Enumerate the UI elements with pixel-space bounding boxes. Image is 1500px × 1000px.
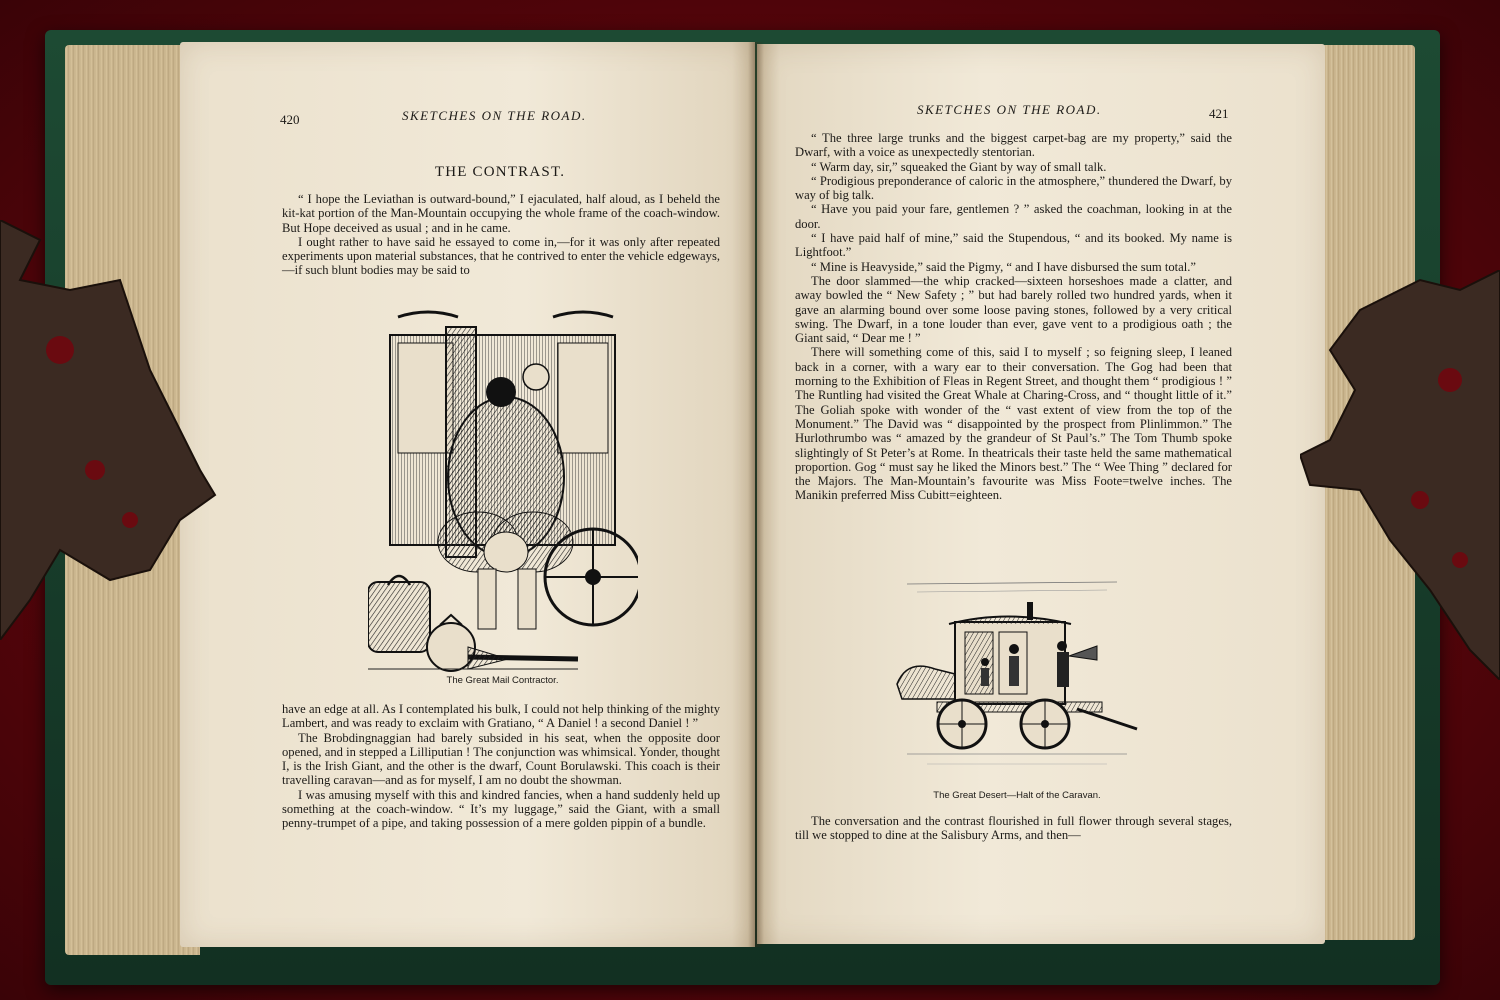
paragraph: “ Have you paid your fare, gentlemen ? ” asked the coachman, looking in at the door. — [795, 202, 1232, 231]
right-top-text — [795, 131, 1232, 503]
clasp-left — [0, 220, 230, 640]
paragraph: “ Warm day, sir,” squeaked the Giant by way of small talk. — [811, 159, 1107, 174]
paragraph: “ The three large trunks and the biggest carpet-bag are my property,” said the Dwarf, with a voice as unexpectedly stentorian. — [795, 131, 1232, 160]
illustration-mail-contractor — [368, 307, 638, 672]
paragraph: There will something come of this, said I to myself ; so feigning sleep, I leaned back in a corner, with a wary ear to their conversation. The Gog had been that morning to the Exhibition of Fleas in Regent Street, and thought them “ prodigious ! ” The Runtling had visited the Great Whale at Charing-Cross, and “ thought little of it.” The Goliah spoke with wonder of the “ vast extent of view from the top of the Monument.” The David was “ disappointed by the prospect from Plinlimmon.” The Hurlothrumbo was “ amazed by the grandeur of St Paul’s.” The Tom Thumb spoke slightingly of St Peter’s at Rome. In theatricals their taste held the same mathematical proportion. Gog “ must say he liked the Minors best.” The “ Wee Thing ” declared for the Majors. The Man-Mountain’s favourite was Miss Foote=twelve inches. The Manikin preferred Miss Cubitt=eighteen. — [795, 345, 1232, 503]
running-head-left: SKETCHES ON THE ROAD. — [402, 108, 587, 123]
left-page — [180, 42, 755, 947]
paragraph: I was amusing myself with this and kindred fancies, when a hand suddenly held up something at the coach-window. “ It’s my luggage,” said the Giant, with a small penny-trumpet of a pipe, and taking possession of a mere golden pippin of a bundle. — [282, 787, 720, 831]
page-number-left: 420 — [280, 112, 300, 127]
chapter-title: THE CONTRAST. — [434, 164, 566, 180]
paragraph: The Brobdingnaggian had barely subsided in his seat, when the opposite door opened, and in stepped a Lilliputian ! The conjunction was whimsical. Yonder, thought I, is the Irish Giant, and the other is the dwarf, Count Borulawski. This coach is their travelling caravan—and as for myself, I am no doubt the showman. — [282, 730, 720, 788]
page-number-right: 421 — [1209, 106, 1229, 121]
paragraph: The door slammed—the whip cracked—sixteen horseshoes made a clatter, and away bowled the “ New Safety ; ” but had barely rolled two hundred yards, when it gave an alarming bound over some loose paving stones, followed by a very critical swing. The Dwarf, in a tone louder than ever, gave vent to a prodigious oath ; the Giant said, “ Dear me ! ” — [795, 273, 1232, 346]
paragraph: “ I hope the Leviathan is outward-bound,” I ejaculated, half aloud, as I beheld the kit-kat portion of the Man-Mountain occupying the whole frame of the coach-window. But Hope deceived as usual ; and in he came. — [282, 192, 720, 235]
illustration-caravan — [887, 574, 1147, 784]
paragraph: “ Prodigious preponderance of caloric in the atmosphere,” thundered the Dwarf, by way of big talk. — [795, 173, 1232, 203]
right-bottom-text — [795, 814, 1232, 843]
illustration-caption-right: The Great Desert—Halt of the Caravan. — [933, 790, 1101, 801]
clasp-right — [1300, 270, 1500, 680]
paragraph: have an edge at all. As I contemplated his bulk, I could not help thinking of the mighty Lambert, and was ready to exclaim with Gratiano, “ A Daniel ! a second Daniel ! ” — [282, 702, 720, 731]
left-bottom-text — [282, 702, 720, 831]
running-head-right: SKETCHES ON THE ROAD. — [917, 102, 1102, 117]
paragraph: “ Mine is Heavyside,” said the Pigmy, “ and I have disbursed the sum total.” — [811, 259, 1196, 274]
left-top-text — [282, 192, 720, 278]
right-page — [757, 44, 1325, 944]
illustration-caption-left: The Great Mail Contractor. — [446, 675, 559, 686]
paragraph: The conversation and the contrast flourished in full flower through several stages, till we stopped to dine at the Salisbury Arms, and then— — [795, 814, 1232, 843]
paragraph: I ought rather to have said he essayed to come in,—for it was only after repeated experiments upon material substances, that he contrived to enter the vehicle edgeways,—if such blunt bodies may be said to — [282, 234, 720, 278]
paragraph: “ I have paid half of mine,” said the Stupendous, “ and its booked. My name is Lightfoot.” — [795, 231, 1232, 260]
gutter-shadow — [748, 42, 764, 947]
